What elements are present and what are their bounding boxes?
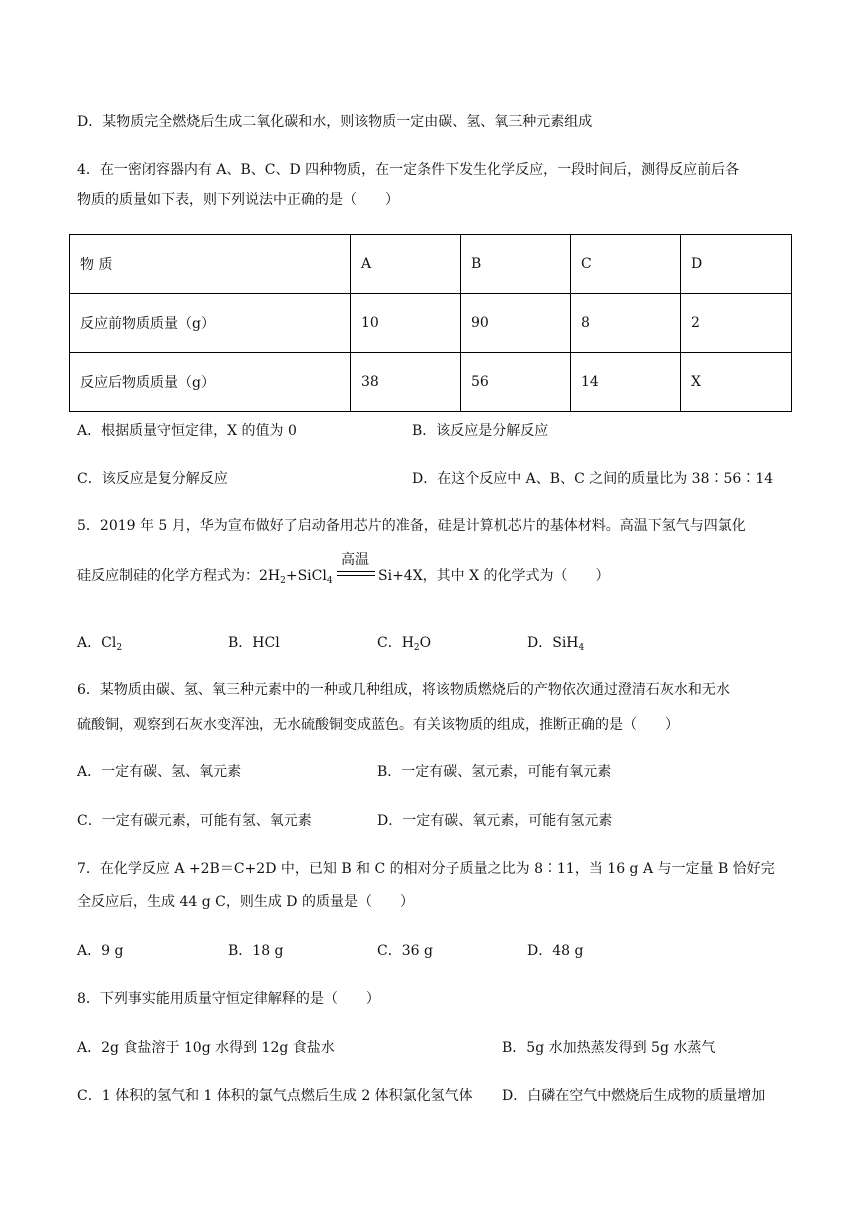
q7-option-c: C．36 g [377, 943, 433, 959]
subscript: 2 [413, 643, 420, 653]
q8-stem: 8．下列事实能用质量守恒定律解释的是（ ） [77, 991, 380, 1007]
subscript: 2 [280, 576, 286, 586]
reaction-condition: 高温 [341, 552, 369, 568]
q6-option-c: C．一定有碳元素，可能有氢、氧元素 [77, 813, 312, 829]
q4-option-d: D．在这个反应中 A、B、C 之间的质量比为 38∶56∶14 [412, 471, 774, 487]
subscript: 4 [326, 576, 333, 586]
q5-option-c-text: C．H [377, 635, 414, 651]
q5-option-d-text: D．SiH [527, 635, 579, 651]
table-row [70, 294, 792, 353]
q4-stem-line2: 物质的质量如下表，则下列说法中正确的是（ ） [77, 192, 399, 208]
q5-option-b: B．HCl [228, 635, 280, 651]
q8-option-c: C．1 体积的氢气和 1 体积的氯气点燃后生成 2 体积氯化氢气体 [77, 1088, 473, 1104]
q6-stem-line1: 6．某物质由碳、氢、氧三种元素中的一种或几种组成，将该物质燃烧后的产物依次通过澄清石灰水和无水 [77, 682, 730, 698]
table-row [70, 353, 792, 412]
q6-option-a: A．一定有碳、氢、氧元素 [77, 764, 242, 780]
table-header-row [70, 235, 792, 294]
table-cell: D [681, 235, 792, 294]
q7-option-d: D．48 g [527, 943, 584, 959]
q4-stem-line1: 4．在一密闭容器内有 A、B、C、D 四种物质，在一定条件下发生化学反应，一段时间后，测得反应前后各 [77, 162, 740, 178]
q7-stem-line2: 全反应后，生成 44 g C，则生成 D 的质量是（ ） [77, 894, 414, 910]
q8-option-a: A．2g 食盐溶于 10g 水得到 12g 食盐水 [77, 1040, 335, 1056]
q5-option-d [527, 633, 584, 658]
table-cell: 反应前物质质量（g） [70, 294, 351, 353]
q6-option-b: B．一定有碳、氢元素，可能有氧元素 [377, 764, 612, 780]
q5-equation-right: Si+4X，其中 X 的化学式为（ ） [378, 568, 610, 584]
q5-option-c-text: O [419, 635, 432, 651]
q5-stem-line1: 5．2019 年 5 月，华为宣布做好了启动备用芯片的准备，硅是计算机芯片的基体材料。高温下氢气与四氯化 [77, 518, 746, 534]
table-cell: A [351, 235, 461, 294]
reaction-arrow [337, 571, 375, 576]
q4-option-b: B．该反应是分解反应 [412, 423, 549, 439]
table-cell: X [681, 353, 792, 412]
q6-stem-line2: 硫酸铜，观察到石灰水变浑浊，无水硫酸铜变成蓝色。有关该物质的组成，推断正确的是（ ） [77, 717, 679, 733]
q7-stem-line1: 7．在化学反应 A +2B＝C+2D 中，已知 B 和 C 的相对分子质量之比为 8∶11，当 16 g A 与一定量 B 恰好完 [77, 861, 775, 877]
table-cell: C [571, 235, 681, 294]
q5-stem-text: 硅反应制硅的化学方程式为：2H [77, 568, 281, 584]
q4-mass-table [69, 234, 792, 412]
subscript: 2 [116, 643, 123, 653]
q5-equation-left [77, 566, 333, 591]
q5-option-c [377, 633, 431, 658]
q7-option-b: B．18 g [228, 943, 284, 959]
q3-option-d: D．某物质完全燃烧后生成二氧化碳和水，则该物质一定由碳、氢、氧三种元素组成 [77, 114, 593, 130]
table-cell: 2 [681, 294, 792, 353]
table-cell: 90 [461, 294, 571, 353]
q4-option-c: C．该反应是复分解反应 [77, 471, 228, 487]
q8-option-b: B．5g 水加热蒸发得到 5g 水蒸气 [502, 1040, 716, 1056]
subscript: 4 [578, 643, 585, 653]
table-cell: 56 [461, 353, 571, 412]
table-cell: 14 [571, 353, 681, 412]
q5-option-a-text: A．Cl [77, 635, 117, 651]
table-cell: 物 质 [70, 235, 351, 294]
q4-option-a: A．根据质量守恒定律，X 的值为 0 [77, 423, 297, 439]
q6-option-d: D．一定有碳、氧元素，可能有氢元素 [377, 813, 613, 829]
q7-option-a: A．9 g [77, 943, 124, 959]
table-cell: 8 [571, 294, 681, 353]
table-cell: 反应后物质质量（g） [70, 353, 351, 412]
table-cell: B [461, 235, 571, 294]
table-cell: 38 [351, 353, 461, 412]
q5-reactant: +SiCl [285, 568, 327, 584]
q8-option-d: D．白磷在空气中燃烧后生成物的质量增加 [502, 1088, 766, 1104]
table-cell: 10 [351, 294, 461, 353]
q5-option-a [77, 633, 122, 658]
